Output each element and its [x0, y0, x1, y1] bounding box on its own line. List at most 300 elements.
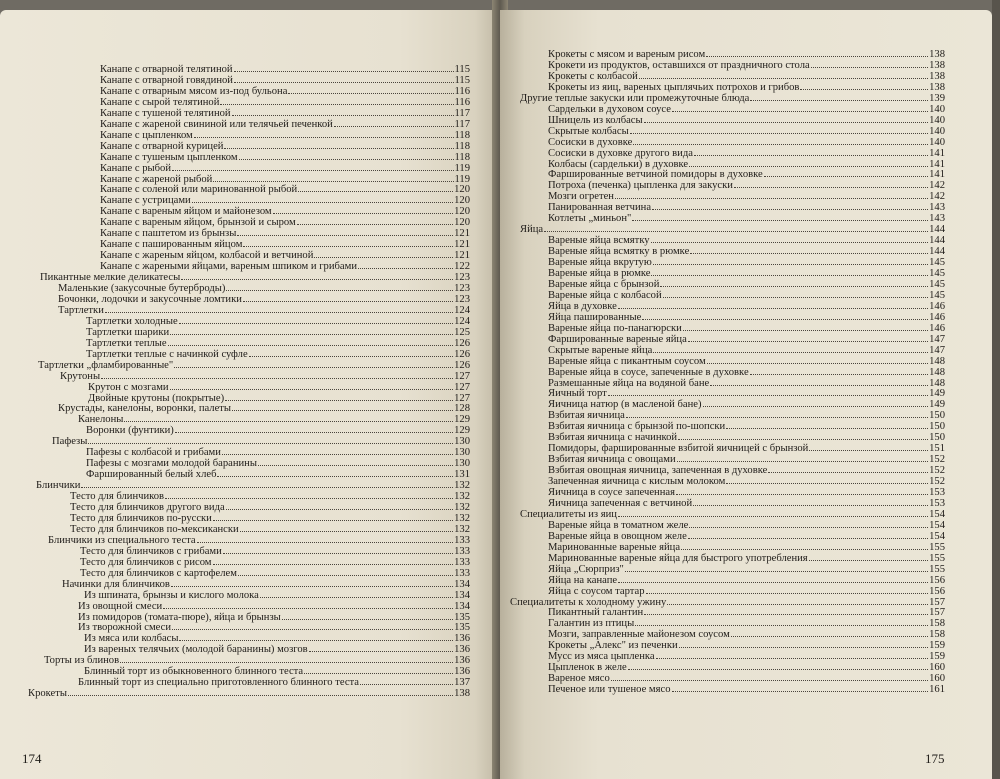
- toc-entry-title: Фаршированные ветчиной помидоры в духовке: [548, 169, 763, 181]
- toc-entry-title: Крустады, канелоны, воронки, палеты: [58, 403, 232, 415]
- toc-dot-leader: [217, 467, 453, 477]
- toc-dot-leader: [726, 474, 928, 484]
- toc-entry-page: 136: [454, 655, 470, 667]
- toc-entry-title: Пикантные мелкие деликатесы: [40, 272, 181, 283]
- toc-dot-leader: [234, 73, 454, 83]
- toc-entry-page: 144: [929, 235, 945, 247]
- toc-entry-page: 118: [454, 129, 470, 141]
- toc-entry-page: 135: [454, 622, 470, 634]
- toc-entry-title: Тартлетки теплые: [86, 337, 167, 349]
- toc-entry-title: Вареные яйца с пикантным соусом: [548, 355, 706, 367]
- toc-dot-leader: [179, 631, 453, 641]
- toc-dot-leader: [213, 555, 454, 565]
- toc-dot-leader: [258, 456, 453, 466]
- toc-entry-title: Вареное мясо: [548, 673, 610, 685]
- toc-dot-leader: [197, 533, 454, 543]
- toc-entry-page: 143: [929, 202, 945, 214]
- toc-entry-page: 137: [454, 677, 470, 689]
- toc-entry-title: Канапе с паштетом из брынзы: [100, 228, 237, 240]
- toc-dot-leader: [710, 376, 928, 386]
- toc-entry-title: Из вареных телячьих (молодой баранины) мозгов: [84, 644, 308, 656]
- toc-dot-leader: [681, 540, 928, 550]
- toc-entry-page: 149: [929, 399, 945, 411]
- toc-dot-leader: [168, 336, 453, 346]
- toc-entry-title: Маленькие (закусочные бутерброды): [58, 283, 226, 294]
- toc-dot-leader: [237, 226, 453, 236]
- toc-entry-page: 155: [929, 552, 945, 564]
- toc-entry-page: 160: [929, 662, 945, 674]
- toc-entry-page: 140: [929, 125, 945, 137]
- toc-dot-leader: [68, 686, 453, 696]
- toc-entry-page: 132: [454, 512, 470, 524]
- toc-entry-page: 150: [929, 432, 945, 444]
- toc-entry-title: Взбитая яичница с начинкой: [548, 432, 678, 444]
- toc-dot-leader: [663, 288, 928, 298]
- toc-dot-leader: [273, 204, 453, 214]
- toc-entry-title: Вареные яйца в рюмке: [548, 268, 651, 279]
- toc-entry-title: Помидоры, фаршированные взбитой яичницей с брынзой: [548, 443, 809, 455]
- toc-dot-leader: [120, 653, 453, 663]
- toc-entry-page: 123: [454, 272, 470, 283]
- toc-entry-title: Яичный торт: [548, 388, 607, 400]
- toc-entry-page: 145: [929, 278, 945, 290]
- toc-entry-page: 140: [929, 114, 945, 126]
- toc-entry-title: Другие теплые закуски или промежуточные блюда: [520, 92, 750, 104]
- toc-entry-title: Тесто для блинчиков по-русски: [70, 512, 212, 524]
- toc-entry-page: 148: [929, 377, 945, 389]
- toc-dot-leader: [676, 485, 928, 495]
- toc-dot-leader: [653, 343, 928, 353]
- toc-entry-page: 123: [454, 293, 470, 305]
- toc-entry-title: Яичница в соусе запеченная: [548, 487, 675, 498]
- toc-entry-title: Сосиски в духовке другого вида: [548, 147, 693, 159]
- toc-dot-leader: [608, 386, 928, 396]
- right-page: [500, 10, 992, 779]
- toc-dot-leader: [239, 150, 454, 160]
- toc-entry-page: 127: [454, 392, 470, 404]
- toc-dot-leader: [651, 266, 928, 276]
- toc-entry-page: 139: [929, 92, 945, 104]
- toc-entry-page: 141: [929, 158, 945, 170]
- toc-entry-title: Взбитая яичница с овощами: [548, 454, 676, 466]
- right-page-number: 175: [925, 751, 945, 766]
- toc-dot-leader: [213, 172, 453, 182]
- toc-entry-title: Яйца в духовке: [548, 300, 617, 312]
- toc-dot-leader: [809, 551, 928, 561]
- toc-entry-page: 115: [454, 75, 470, 86]
- toc-entry-title: Специалитеты из яиц: [520, 508, 617, 520]
- toc-entry-title: Вареные яйца в соусе, запеченные в духовке: [548, 366, 749, 378]
- toc-entry-page: 128: [454, 403, 470, 415]
- toc-dot-leader: [334, 117, 454, 127]
- left-page-number: 174: [22, 751, 42, 766]
- toc-dot-leader: [653, 255, 928, 265]
- toc-entry-page: 132: [454, 502, 470, 513]
- toc-dot-leader: [688, 529, 928, 539]
- toc-dot-leader: [238, 566, 453, 576]
- toc-entry-title: Тесто для блинчиков другого вида: [70, 502, 225, 513]
- toc-entry-page: 155: [929, 541, 945, 553]
- toc-entry-title: Тесто для блинчиков с рисом: [80, 556, 212, 568]
- toc-dot-leader: [101, 369, 453, 379]
- toc-dot-leader: [226, 500, 453, 510]
- toc-entry-page: 152: [929, 454, 945, 466]
- toc-entry-page: 142: [929, 191, 945, 203]
- toc-entry-page: 143: [929, 213, 945, 225]
- toc-dot-leader: [170, 325, 453, 335]
- toc-entry-title: Канапе с тушеной телятиной: [100, 107, 231, 119]
- toc-entry-page: 161: [929, 684, 945, 696]
- toc-dot-leader: [632, 211, 928, 221]
- toc-entry-title: Пафезы с мозгами молодой баранины: [86, 458, 257, 470]
- toc-entry-page: 159: [929, 640, 945, 652]
- toc-entry-page: 120: [454, 184, 470, 196]
- toc-dot-leader: [683, 321, 928, 331]
- toc-entry-title: Яйца с соусом тартар: [548, 585, 645, 597]
- toc-entry-title: Крокеты: [28, 688, 67, 700]
- toc-entry-page: 154: [929, 519, 945, 531]
- toc-entry-page: 119: [454, 162, 470, 174]
- toc-entry-title: Из шпината, брынзы и кислого молока: [84, 589, 259, 601]
- toc-dot-leader: [314, 248, 453, 258]
- toc-entry-page: 126: [454, 359, 470, 371]
- toc-entry-page: 123: [454, 283, 470, 294]
- toc-dot-leader: [642, 310, 928, 320]
- toc-entry-page: 136: [454, 644, 470, 656]
- toc-entry-title: Начинки для блинчиков: [62, 578, 170, 590]
- toc-entry-title: Крокеты из яиц, вареных цыплячьих потрохов и грибов: [548, 81, 800, 93]
- left-page: [0, 10, 500, 779]
- toc-entry-title: Канапе с соленой или маринованной рыбой: [100, 184, 298, 196]
- toc-entry-title: Сосиски в духовке: [548, 136, 633, 148]
- toc-dot-leader: [706, 47, 928, 57]
- toc-entry-title: Из овощной смеси: [78, 600, 163, 612]
- toc-entry-title: Яйца на канапе: [548, 574, 618, 586]
- toc-dot-leader: [615, 189, 928, 199]
- toc-entry-page: 121: [454, 250, 470, 262]
- toc-dot-leader: [181, 270, 453, 280]
- toc-entry-page: 126: [454, 337, 470, 349]
- toc-entry-page: 138: [929, 49, 945, 60]
- toc-dot-leader: [179, 314, 453, 324]
- toc-entry-page: 130: [454, 447, 470, 459]
- toc-entry-title: Маринованные вареные яйца для быстрого употребления: [548, 552, 808, 564]
- toc-entry-page: 133: [454, 545, 470, 557]
- toc-entry-title: Тартлетки теплые с начинкой суфле: [86, 348, 248, 360]
- toc-entry-title: Канапе с отварной говядиной: [100, 75, 233, 86]
- toc-dot-leader: [734, 178, 928, 188]
- toc-entry-title: Блинный торт из обыкновенного блинного теста: [84, 666, 304, 678]
- toc-dot-leader: [360, 675, 453, 685]
- toc-entry-title: Блинчики: [36, 480, 81, 492]
- toc-entry-page: 150: [929, 410, 945, 422]
- toc-entry: [28, 686, 470, 698]
- toc-dot-leader: [768, 463, 928, 473]
- toc-entry-page: 145: [929, 289, 945, 301]
- toc-dot-leader: [652, 200, 928, 210]
- toc-entry-title: Яйца „Сюрприз": [548, 563, 624, 575]
- toc-entry-title: Канапе с жареными яйцами, вареным шпиком и грибами: [100, 261, 357, 273]
- toc-entry-page: 156: [929, 585, 945, 597]
- toc-dot-leader: [677, 452, 928, 462]
- toc-entry-page: 153: [929, 487, 945, 498]
- toc-entry-title: Блинчики из специального теста: [48, 534, 196, 546]
- toc-entry-page: 158: [929, 629, 945, 641]
- toc-dot-leader: [222, 445, 453, 455]
- toc-entry-title: Тесто для блинчиков по-мексикански: [70, 523, 239, 535]
- toc-entry-page: 138: [454, 688, 470, 700]
- toc-entry-title: Канапе с сырой телятиной: [100, 96, 220, 108]
- toc-entry-title: Канапе с цыпленком: [100, 129, 193, 141]
- toc-dot-leader: [309, 642, 453, 652]
- toc-dot-leader: [672, 682, 929, 692]
- toc-dot-leader: [298, 182, 453, 192]
- toc-dot-leader: [105, 303, 453, 313]
- toc-entry-page: 124: [454, 304, 470, 316]
- toc-entry-page: 159: [929, 651, 945, 663]
- toc-dot-leader: [646, 584, 929, 594]
- toc-entry-page: 148: [929, 366, 945, 378]
- toc-entry-page: 121: [454, 228, 470, 240]
- toc-entry-title: Взбитая яичница с брынзой по-шопски: [548, 421, 726, 433]
- toc-dot-leader: [226, 281, 453, 291]
- toc-entry-page: 117: [454, 107, 470, 119]
- toc-dot-leader: [688, 332, 928, 342]
- toc-entry-page: 145: [929, 268, 945, 279]
- toc-entry-title: Вареные яйца всмятку: [548, 235, 650, 247]
- toc-entry-title: Тесто для блинчиков с картофелем: [80, 567, 237, 579]
- toc-dot-leader: [690, 244, 928, 254]
- toc-entry-page: 152: [929, 465, 945, 477]
- toc-dot-leader: [223, 544, 453, 554]
- toc-entry-title: Скрытые вареные яйца: [548, 344, 653, 356]
- toc-dot-leader: [304, 664, 453, 674]
- toc-entry-title: Воронки (фунтики): [86, 425, 174, 437]
- toc-entry-title: Блинный торт из специально приготовленного блинного теста: [78, 677, 360, 689]
- toc-entry-page: 156: [929, 574, 945, 586]
- toc-entry-title: Шницель из колбасы: [548, 114, 643, 126]
- toc-entry-title: Скрытые колбасы: [548, 125, 629, 137]
- toc-dot-leader: [689, 518, 928, 528]
- toc-dot-leader: [174, 358, 453, 368]
- toc-entry-page: 136: [454, 633, 470, 645]
- toc-entry-title: Канапе с тушеным цыпленком: [100, 151, 238, 163]
- toc-entry-page: 145: [929, 257, 945, 268]
- toc-entry-title: Канапе с отварной курицей: [100, 140, 224, 152]
- toc-entry-page: 120: [454, 217, 470, 229]
- toc-dot-leader: [630, 124, 928, 134]
- toc-entry-title: Канелоны: [78, 414, 124, 426]
- toc-entry-title: Тесто для блинчиков: [70, 491, 165, 502]
- toc-entry-page: 153: [929, 497, 945, 509]
- toc-entry-title: Котлеты „миньон": [548, 213, 632, 225]
- toc-entry-page: 147: [929, 333, 945, 345]
- toc-dot-leader: [707, 354, 928, 364]
- toc-dot-leader: [192, 193, 453, 203]
- toc-dot-leader: [679, 638, 928, 648]
- toc-dot-leader: [764, 167, 928, 177]
- toc-entry-page: 140: [929, 136, 945, 148]
- toc-dot-leader: [171, 577, 453, 587]
- toc-dot-leader: [628, 660, 928, 670]
- toc-dot-leader: [694, 146, 928, 156]
- toc-entry-title: Размешанные яйца на водяной бане: [548, 377, 710, 389]
- toc-entry-title: Вареные яйца с брынзой: [548, 278, 660, 290]
- toc-entry-title: Фаршированный белый хлеб: [86, 469, 217, 481]
- toc-entry-title: Вареные яйца в овощном желе: [548, 530, 687, 542]
- toc-dot-leader: [809, 441, 928, 451]
- toc-dot-leader: [633, 135, 928, 145]
- toc-dot-leader: [544, 222, 928, 232]
- toc-entry-page: 120: [454, 206, 470, 218]
- toc-dot-leader: [175, 423, 453, 433]
- toc-dot-leader: [225, 391, 453, 401]
- background-edge: [992, 0, 1000, 779]
- toc-entry-title: Пафезы: [52, 436, 88, 448]
- toc-entry-title: Специалитеты к холодному ужину: [510, 596, 667, 608]
- toc-entry-page: 144: [929, 224, 945, 236]
- toc-entry-title: Тесто для блинчиков с грибами: [80, 545, 222, 557]
- toc-dot-leader: [172, 161, 453, 171]
- toc-entry-title: Колбасы (сардельки) в духовке: [548, 158, 689, 170]
- toc-entry-page: 146: [929, 322, 945, 334]
- toc-entry-page: 133: [454, 556, 470, 568]
- toc-entry-title: Тартлетки холодные: [86, 315, 178, 327]
- toc-entry-title: Пафезы с колбасой и грибами: [86, 447, 221, 459]
- toc-dot-leader: [224, 139, 453, 149]
- toc-entry-title: Вареные яйца по-панагюрски: [548, 322, 682, 334]
- toc-entry-page: 138: [929, 60, 945, 71]
- toc-entry-page: 127: [454, 381, 470, 393]
- toc-entry-page: 124: [454, 315, 470, 327]
- toc-entry-title: Бочонки, лодочки и закусочные ломтики: [58, 293, 242, 305]
- toc-dot-leader: [194, 128, 454, 138]
- toc-dot-leader: [644, 113, 928, 123]
- toc-entry-page: 146: [929, 300, 945, 312]
- toc-entry-title: Канапе с отварным мясом из-под бульона: [100, 85, 288, 97]
- toc-dot-leader: [243, 237, 453, 247]
- toc-dot-leader: [618, 507, 928, 517]
- toc-dot-leader: [644, 605, 928, 615]
- toc-entry-page: 133: [454, 567, 470, 579]
- toc-entry-page: 132: [454, 523, 470, 535]
- toc-dot-leader: [703, 397, 929, 407]
- toc-entry-page: 119: [454, 173, 470, 185]
- toc-dot-leader: [625, 562, 928, 572]
- toc-entry-title: Канапе с пашированным яйцом: [100, 239, 243, 251]
- toc-entry-title: Крокеты „Алекс" из печенки: [548, 640, 678, 652]
- toc-entry-title: Канапе с устрицами: [100, 195, 191, 207]
- toc-dot-leader: [800, 80, 928, 90]
- toc-entry-title: Канапе с жареным яйцом, колбасой и ветчиной: [100, 250, 314, 262]
- toc-entry-page: 157: [929, 607, 945, 619]
- toc-entry-page: 120: [454, 195, 470, 207]
- toc-dot-leader: [297, 215, 453, 225]
- toc-entry-title: Вареные яйца всмятку в рюмке: [548, 246, 690, 258]
- toc-entry-title: Из помидоров (томата-пюре), яйца и брынзы: [78, 611, 281, 623]
- toc-dot-leader: [243, 292, 453, 302]
- toc-entry-page: 129: [454, 414, 470, 426]
- toc-entry-page: 121: [454, 239, 470, 251]
- toc-dot-leader: [165, 489, 453, 499]
- toc-entry-page: 141: [929, 147, 945, 159]
- toc-dot-leader: [651, 233, 929, 243]
- toc-entry-page: 130: [454, 436, 470, 448]
- toc-dot-leader: [358, 259, 453, 269]
- toc-entry-page: 118: [454, 151, 470, 163]
- toc-entry-page: 154: [929, 530, 945, 542]
- toc-dot-leader: [124, 412, 453, 422]
- toc-entry-page: 122: [454, 261, 470, 273]
- toc-entry-page: 152: [929, 476, 945, 487]
- toc-dot-leader: [163, 599, 453, 609]
- toc-dot-leader: [234, 62, 454, 72]
- toc-entry-page: 157: [929, 596, 945, 608]
- toc-entry-title: Крокеты с мясом и вареным рисом: [548, 49, 706, 60]
- toc-entry-title: Вареные яйца вкрутую: [548, 257, 652, 268]
- toc-entry-page: 130: [454, 458, 470, 470]
- toc-dot-leader: [213, 511, 453, 521]
- toc-entry-page: 136: [454, 666, 470, 678]
- toc-entry-title: Канапе с отварной телятиной: [100, 64, 233, 75]
- toc-entry-page: 117: [454, 118, 470, 130]
- toc-entry-page: 134: [454, 578, 470, 590]
- toc-dot-leader: [232, 106, 454, 116]
- toc-dot-leader: [667, 595, 928, 605]
- toc-entry-title: Сардельки в духовом соусе: [548, 103, 671, 115]
- toc-entry-title: Панированная ветчина: [548, 202, 652, 214]
- toc-entry-page: 140: [929, 103, 945, 115]
- toc-dot-leader: [750, 365, 928, 375]
- toc-entry-title: Канапе с жареной рыбой: [100, 173, 213, 185]
- toc-entry-page: 116: [454, 85, 470, 97]
- toc-entry-title: Из творожной смеси: [78, 622, 172, 634]
- toc-entry-title: Вареные яйца в томатном желе: [548, 519, 689, 531]
- toc-entry-page: 126: [454, 348, 470, 360]
- toc-entry-title: Мозги огретен: [548, 191, 614, 203]
- toc-dot-leader: [249, 347, 453, 357]
- toc-entry-page: 115: [454, 64, 470, 75]
- toc-entry-page: 129: [454, 425, 470, 437]
- toc-entry-title: Торты из блинов: [44, 655, 120, 667]
- toc-entry-title: Крокети из продуктов, оставшихся от праздничного стола: [548, 60, 810, 71]
- toc-entry-title: Маринованные вареные яйца: [548, 541, 681, 553]
- toc-entry-page: 150: [929, 421, 945, 433]
- toc-entry-title: Галантин из птицы: [548, 618, 635, 630]
- toc-entry-page: 131: [454, 469, 470, 481]
- toc-dot-leader: [618, 573, 928, 583]
- toc-entry-page: 134: [454, 600, 470, 612]
- toc-entry: [548, 682, 945, 694]
- toc-dot-leader: [626, 408, 928, 418]
- toc-entry-page: 141: [929, 169, 945, 181]
- toc-dot-leader: [88, 434, 453, 444]
- toc-entry-title: Канапе с жареной свининой или телячьей печенкой: [100, 118, 333, 130]
- toc-dot-leader: [731, 627, 928, 637]
- toc-entry-page: 146: [929, 311, 945, 323]
- toc-dot-leader: [232, 401, 453, 411]
- toc-entry-title: Цыпленок в желе: [548, 662, 627, 674]
- toc-dot-leader: [639, 69, 928, 79]
- toc-entry-page: 160: [929, 673, 945, 685]
- toc-entry-page: 132: [454, 480, 470, 492]
- toc-entry-page: 133: [454, 534, 470, 546]
- toc-entry-title: Из мяса или колбасы: [84, 633, 179, 645]
- toc-entry-title: Печеное или тушеное мясо: [548, 684, 671, 696]
- toc-entry-title: Яйца: [520, 224, 544, 236]
- toc-entry-title: Потроха (печенка) цыпленка для закуски: [548, 180, 733, 192]
- toc-entry-page: 116: [454, 96, 470, 108]
